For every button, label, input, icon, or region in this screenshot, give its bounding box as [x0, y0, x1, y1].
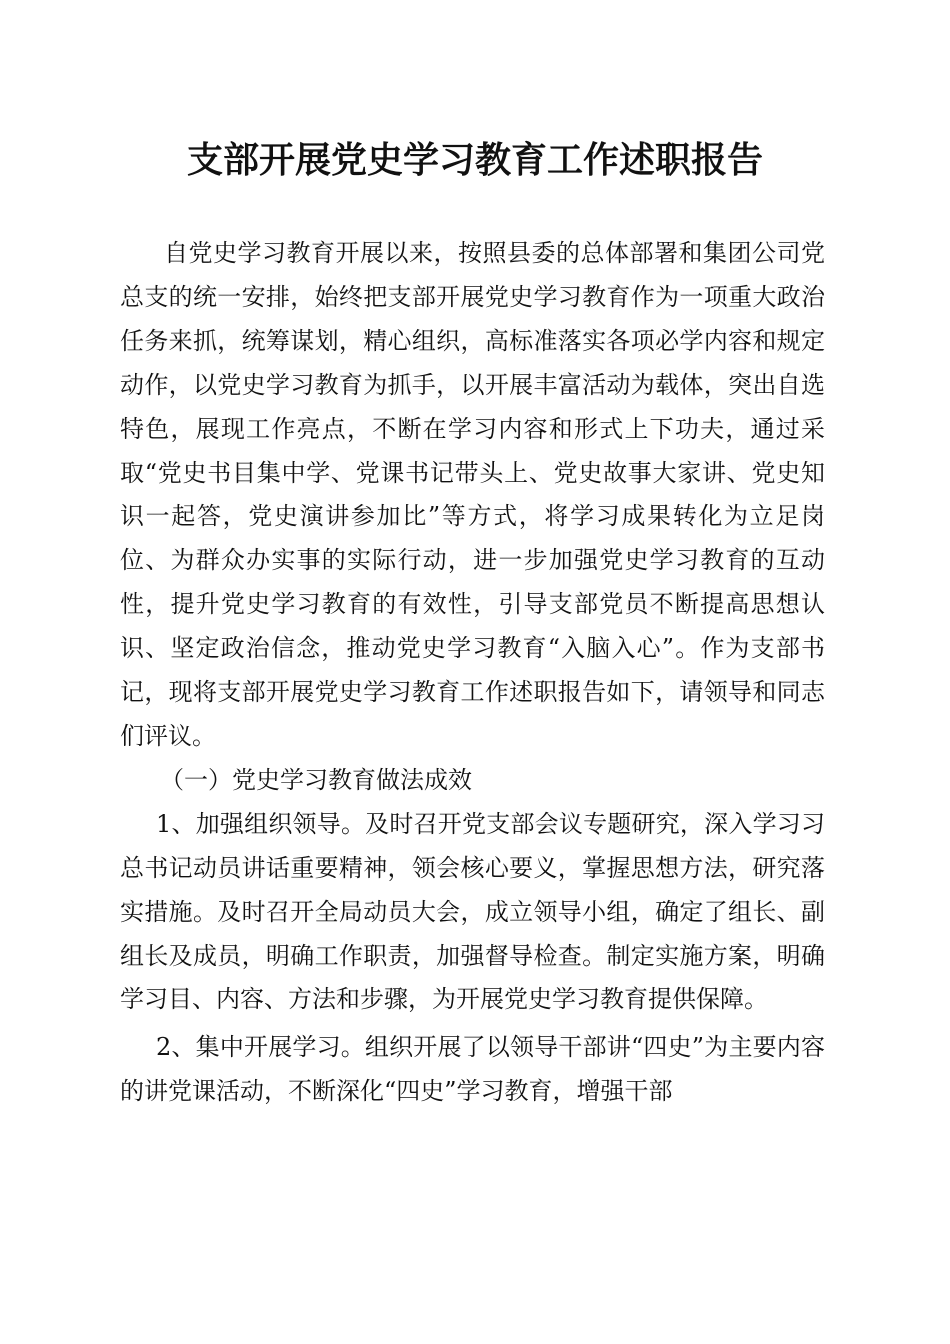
document-body — [120, 232, 825, 1114]
document-title: 支部开展党史学习教育工作述职报告 — [186, 139, 763, 181]
section-heading-1: （一）党史学习教育做法成效 — [160, 765, 472, 794]
item-1-paragraph: 1、加强组织领导。及时召开党支部会议专题研究，深入学习习总书记动员讲话重要精神，领会核心要义，掌握思想方法，研究落实措施。及时召开全局动员大会，成立领导小组，确定了组长、副组长及成员，明确工作职责，加强督导检查。制定实施方案，明确学习目、内容、方法和步骤，为开展党史学习教育提供保障。 — [120, 809, 825, 1014]
intro-paragraph: 自党史学习教育开展以来，按照县委的总体部署和集团公司党总支的统一安排，始终把支部开展党史学习教育作为一项重大政治任务来抓，统筹谋划，精心组织，高标准落实各项必学内容和规定动作，以党史学习教育为抓手，以开展丰富活动为载体，突出自选特色，展现工作亮点，不断在学习内容和形式上下功夫，通过采取“党史书目集中学、党课书记带头上、党史故事大家讲、党史知识一起答，党史演讲参加比”等方式，将学习成果转化为立足岗位、为群众办实事的实际行动，进一步加强党史学习教育的互动性，提升党史学习教育的有效性，引导支部党员不断提高思想认识、坚定政治信念，推动党史学习教育“入脑入心”。作为支部书记，现将支部开展党史学习教育工作述职报告如下，请领导和同志们评议。 — [120, 239, 825, 750]
item-2-paragraph: 2、集中开展学习。组织开展了以领导干部讲“四史”为主要内容的讲党课活动，不断深化“四史”学习教育，增强干部 — [120, 1033, 825, 1106]
